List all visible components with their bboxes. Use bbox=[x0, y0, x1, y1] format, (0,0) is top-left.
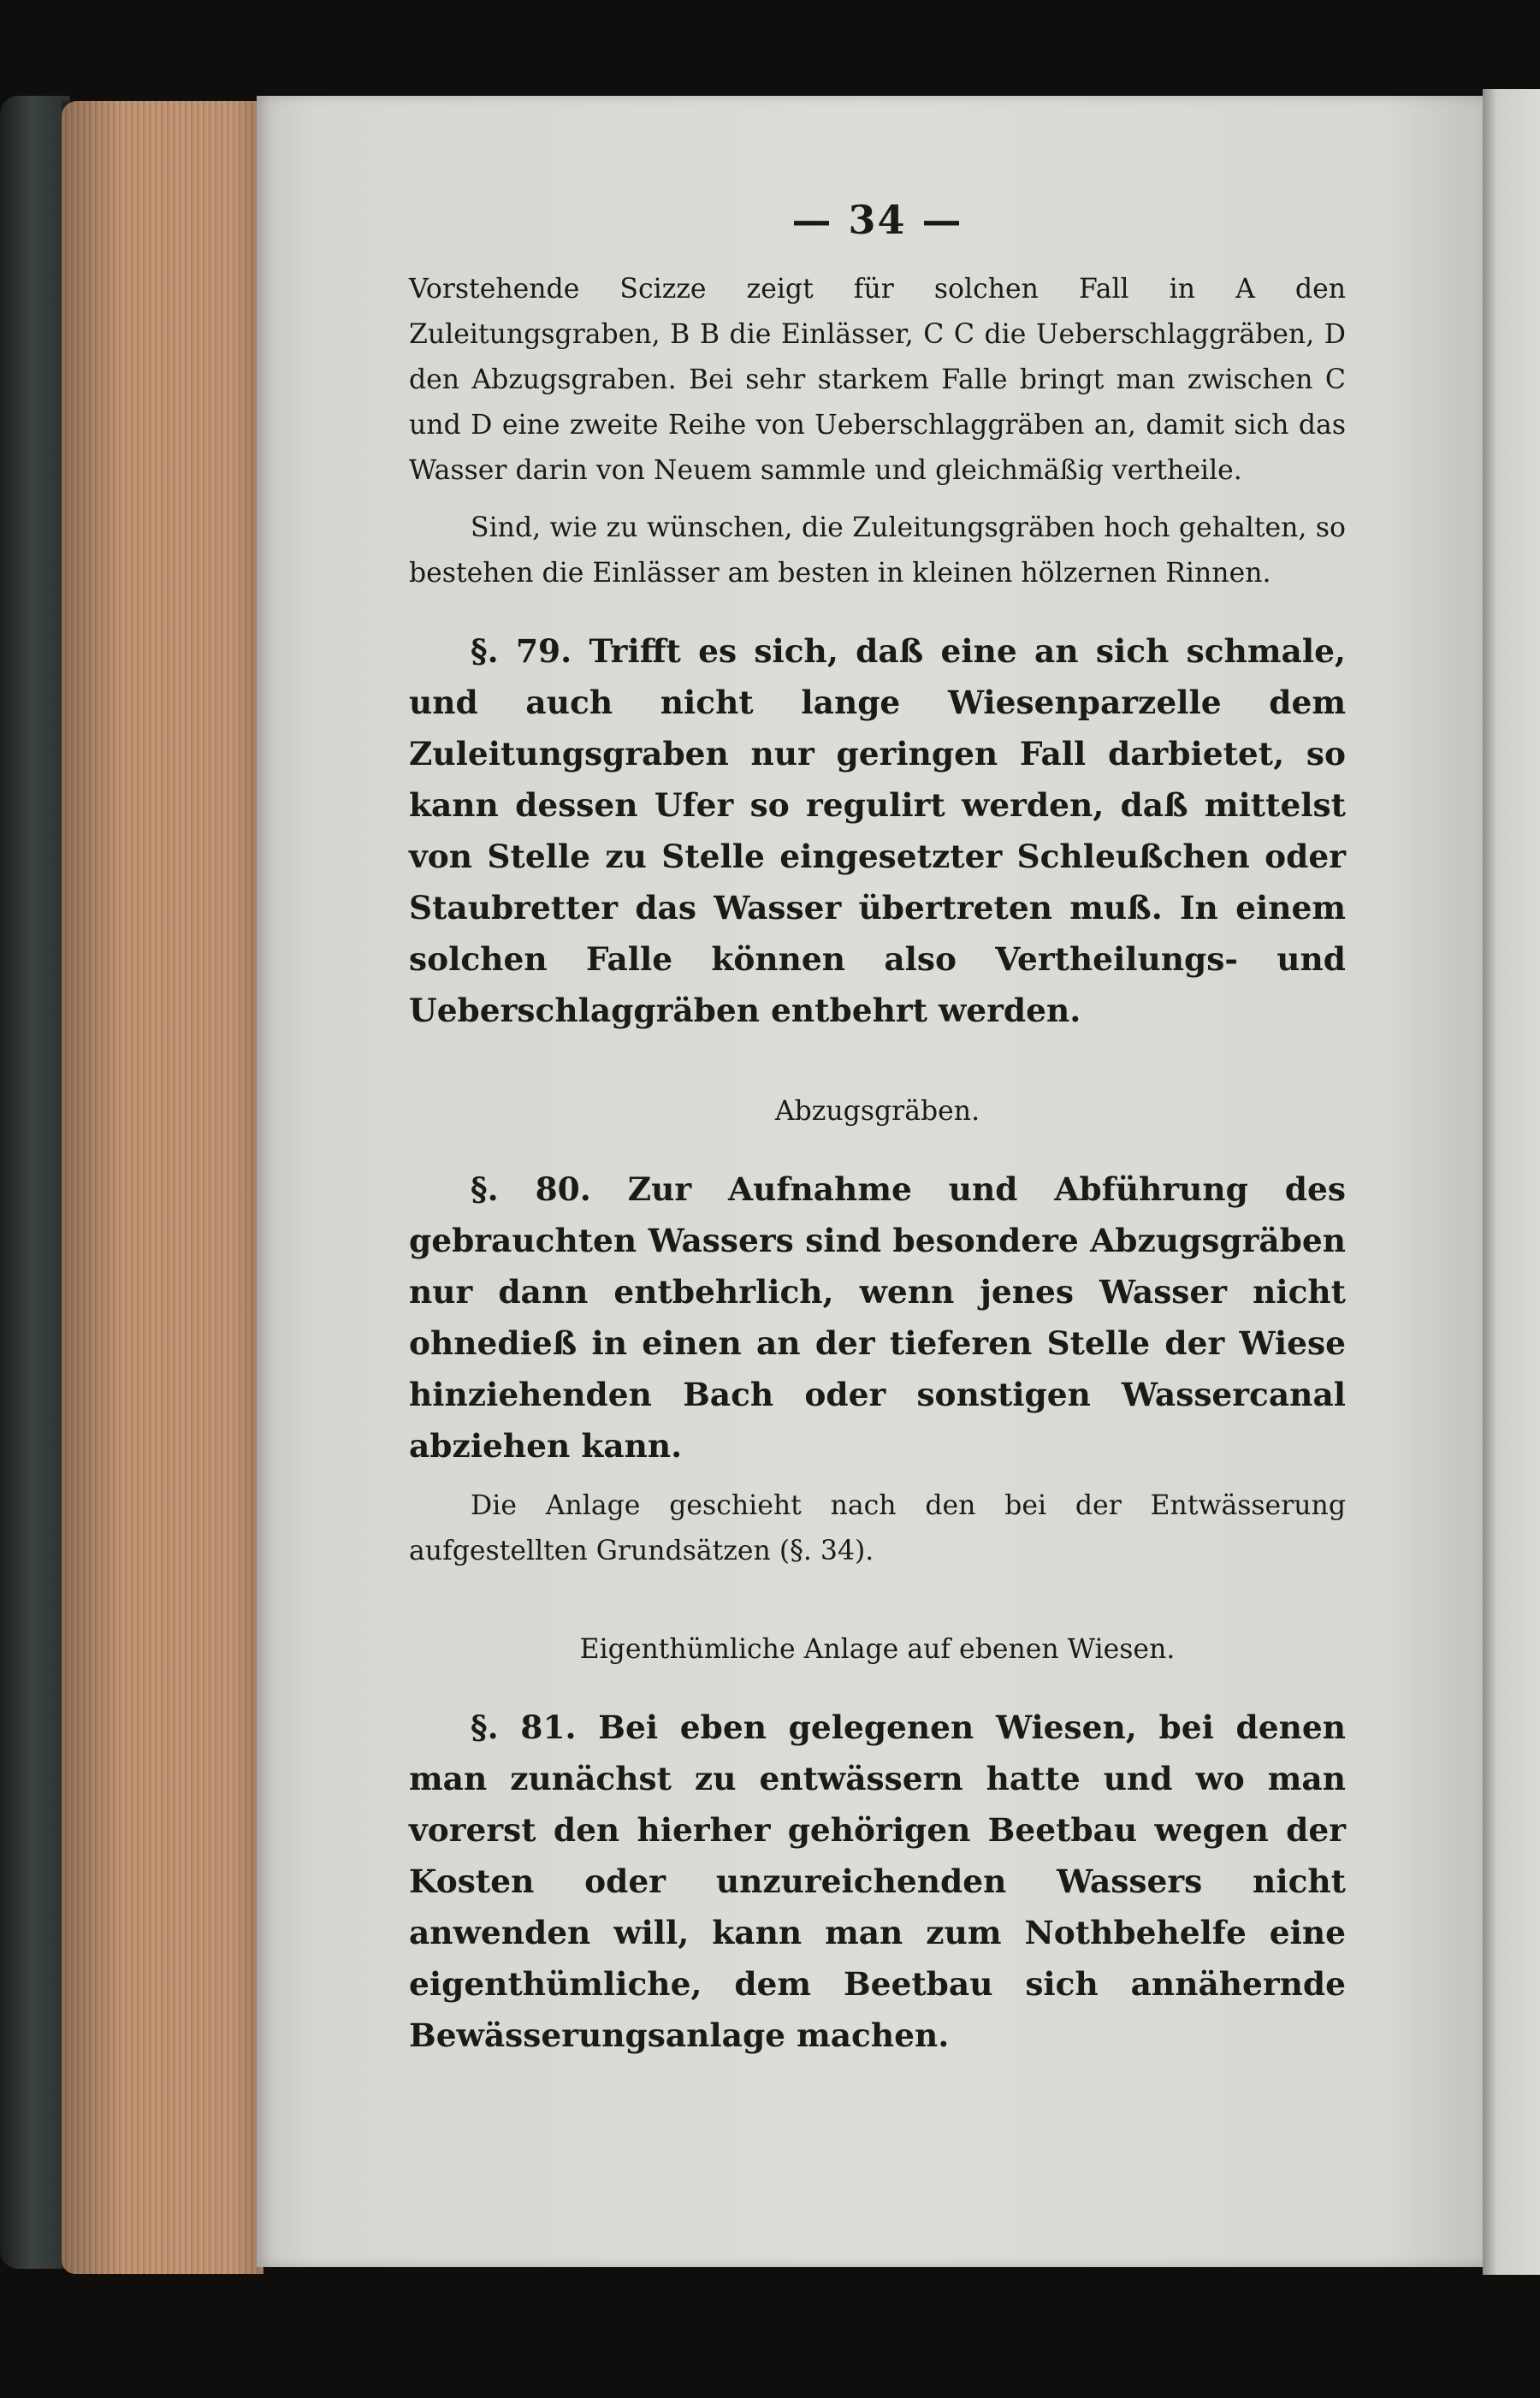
page-edges bbox=[62, 101, 264, 2274]
section-80: §. 80. Zur Aufnahme und Abführung des gebrauchten Wassers sind besondere Abzugsgräben nur dann entbehrlich, wenn jenes Wasser nicht ohnedieß in einen an der tieferen Stelle der Wiese hinziehenden Bach oder sonstigen Wassercanal abziehen kann. bbox=[409, 1170, 1346, 1465]
page-text bbox=[409, 197, 1346, 2061]
paragraph-scizze: Vorstehende Scizze zeigt für solchen Fall in A den Zuleitungsgraben, B B die Einlässer, C C die Ueberschlaggräben, D den Abzugsgraben. Bei sehr starkem Falle bringt man zwischen C und D eine zweite Reihe von Ueberschlaggräben an, damit sich das Wasser darin von Neuem sammle und gleichmäßig vertheile. bbox=[409, 274, 1346, 486]
paragraph-einlaesser: Sind, wie zu wünschen, die Zuleitungsgräben hoch gehalten, so bestehen die Einlässer am besten in kleinen hölzernen Rinnen. bbox=[409, 512, 1346, 589]
section-79: §. 79. Trifft es sich, daß eine an sich schmale, und auch nicht lange Wiesenparzelle dem Zuleitungsgraben nur geringen Fall darbietet, so kann dessen Ufer so regulirt werden, daß mittelst von Stelle zu Stelle eingesetzter Schleußchen oder Staubretter das Wasser übertreten muß. In einem solchen Falle können also Vertheilungs- und Ueberschlaggräben entbehrt werden. bbox=[409, 632, 1346, 1029]
page-number: — 34 — bbox=[791, 197, 963, 243]
heading-eigenthuemliche-anlage: Eigenthümliche Anlage auf ebenen Wiesen. bbox=[579, 1634, 1176, 1665]
next-page-edge bbox=[1483, 89, 1540, 2275]
section-81: §. 81. Bei eben gelegenen Wiesen, bei denen man zunächst zu entwässern hatte und wo man vorerst den hierher gehörigen Beetbau wegen der Kosten oder unzureichenden Wassers nicht anwenden will, kann man zum Nothbehelfe eine eigenthümliche, dem Beetbau sich annähernde Bewässerungsanlage machen. bbox=[409, 1708, 1346, 2054]
paragraph-anlage: Die Anlage geschieht nach den bei der Entwässerung aufgestellten Grundsätzen (§. 34). bbox=[409, 1490, 1346, 1566]
book-cover bbox=[0, 96, 70, 2269]
heading-abzugsgraeben: Abzugsgräben. bbox=[774, 1096, 980, 1127]
